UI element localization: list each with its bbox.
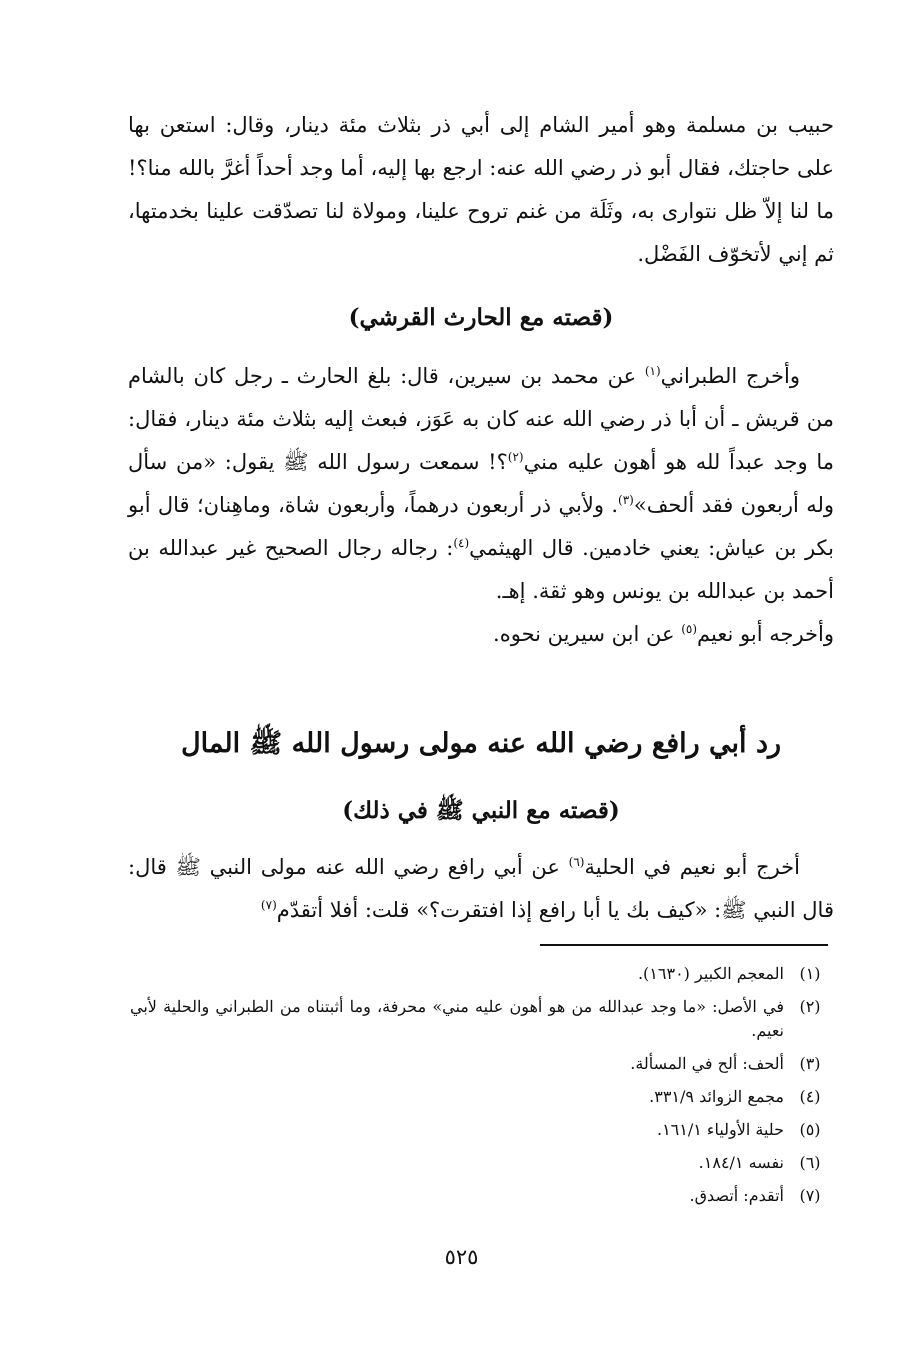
footnotes <box>130 962 830 1217</box>
footnote-ref-5[interactable]: (٥) <box>681 622 698 636</box>
footnote-ref-2[interactable]: (٢) <box>507 450 524 464</box>
paragraph-hilya <box>128 846 834 932</box>
footnote-ref-4[interactable]: (٤) <box>453 536 470 550</box>
footnote-item <box>130 1151 830 1175</box>
paragraph-text-abu-nuaym: وأخرجه أبو نعيم$^{(٥)}$ عن ابن سيرين نحوه. <box>493 622 834 646</box>
footnote-number: (٢) <box>799 997 821 1016</box>
footnote-text: ألحف: ألح في المسألة. <box>630 1054 784 1073</box>
footnote-number: (٧) <box>799 1186 821 1205</box>
footnote-number: (١) <box>799 964 821 983</box>
paragraph-text: وأخرج الطبراني$^{(١)}$ عن محمد بن سيرين، قال: بلغ الحارث ـ رجل كان بالشام من قريش ـ أن أبا ذر رضي الله عنه كان به عَوَز، فبعث إليه بثلاث مئة دينار، فقال: ما وجد عبداً لله هو أهون عليه مني$^{(٢)}$؟! سمعت رسول الله ﷺ يقول: «من سأل وله أربعون فقد ألحف»$^{(٣)}$. ولأبي ذر أربعون درهماً، وأربعون شاة، وماهِنان؛ قال أبو بكر بن عياش: يعني خادمين. قال الهيثمي$^{(٤)}$: رجاله رجال الصحيح غير عبدالله بن أحمد بن عبدالله بن يونس وهو ثقة. إهـ. <box>128 364 835 603</box>
footnote-number: (٦) <box>799 1153 821 1172</box>
section-title-harith: (قصته مع الحارث القرشي) <box>348 304 614 331</box>
footnote-item <box>130 962 830 986</box>
page-number: ٥٢٥ <box>444 1245 479 1269</box>
footnote-text: المعجم الكبير (١٦٣٠). <box>637 964 784 983</box>
footnote-item <box>130 1184 830 1208</box>
footnote-item <box>130 1052 830 1076</box>
section-title-prophet: (قصته مع النبي ﷺ في ذلك) <box>342 797 620 824</box>
footnote-item <box>130 995 830 1043</box>
paragraph-text: حبيب بن مسلمة وهو أمير الشام إلى أبي ذر بثلاث مئة دينار، وقال: استعن بها على حاجتك، فقال أبو ذر رضي الله عنه: ارجع بها إليه، أما وجد أحداً أغرَّ بالله منا؟! ما لنا إلاّ ظل نتوارى به، وثَلَة من غنم تروح علينا، ومولاة لنا تصدّقت علينا بخدمتها، ثم إني لأتخوّف الفَضْل. <box>128 113 834 266</box>
footnote-ref-3[interactable]: (٣) <box>618 493 634 507</box>
paragraph-habib <box>128 104 834 276</box>
paragraph-text: أخرج أبو نعيم في الحلية$^{(٦)}$ عن أبي رافع رضي الله عنه مولى النبي ﷺ قال: قال النبي ﷺ: «كيف بك يا أبا رافع إذا افتقرت؟» قلت: أفلا أتقدّم$^{(٧)}$ <box>128 855 834 922</box>
footnote-ref-7[interactable]: (٧) <box>260 898 277 912</box>
footnote-separator <box>540 944 828 946</box>
footnote-ref-1[interactable]: (١) <box>644 364 661 378</box>
paragraph-tabarani <box>128 355 834 656</box>
footnote-number: (٤) <box>799 1087 821 1106</box>
footnote-text: في الأصل: «ما وجد عبدالله من هو أهون عليه مني» محرفة، وما أثبتناه من الطبراني والحلية لأبي نعيم. <box>130 997 784 1040</box>
footnote-number: (٣) <box>799 1054 821 1073</box>
footnote-text: نفسه ١٨٤/١. <box>698 1153 784 1172</box>
footnote-text: أتقدم: أتصدق. <box>689 1186 784 1205</box>
footnote-item <box>130 1118 830 1142</box>
footnote-item <box>130 1085 830 1109</box>
chapter-title-abu-rafi: رد أبي رافع رضي الله عنه مولى رسول الله ﷺ المال <box>180 728 782 759</box>
footnote-ref-6[interactable]: (٦) <box>568 855 585 869</box>
footnote-text: مجمع الزوائد ٣٣١/٩. <box>649 1087 784 1106</box>
footnote-text: حلية الأولياء ١٦١/١. <box>656 1120 784 1139</box>
footnote-number: (٥) <box>799 1120 821 1139</box>
